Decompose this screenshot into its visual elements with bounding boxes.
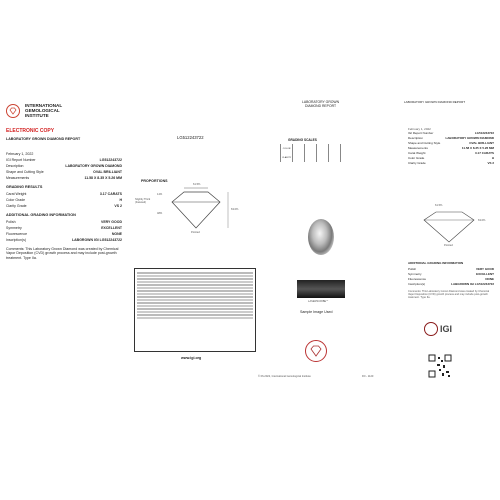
- field-label: Fluorescence: [408, 277, 427, 281]
- field-label: Color Grade: [6, 197, 26, 202]
- field-value: VS 2: [114, 203, 122, 208]
- right-comments: Comments: This Laboratory Grown Diamond was created by Chemical Vapor Deposition (CVD) growth process and may include post-growth treatment. Type IIa.: [408, 290, 490, 300]
- rc-header-line-2: DIAMOND REPORT: [305, 104, 337, 108]
- table-percent: 61.5%: [193, 183, 201, 186]
- right-identification-rows: [408, 131, 494, 166]
- grading-rows: [6, 191, 122, 209]
- field-label: Polish: [6, 219, 16, 224]
- field-value: EXCELLENT: [101, 225, 122, 230]
- igi-seal-logo: [6, 104, 20, 118]
- right-report-panel: [384, 92, 498, 387]
- field-label: Measurements: [6, 175, 30, 180]
- field-label: IGI Report Number: [408, 131, 434, 136]
- hologram-seal: [305, 340, 327, 362]
- right-proportions-diagram: [410, 208, 494, 248]
- report-field-row: [6, 237, 122, 243]
- scale-label-color: COLOR: [281, 144, 293, 153]
- report-date: February 1, 2022: [6, 152, 34, 156]
- field-value: LABORATORY GROWN DIAMOND: [65, 163, 122, 168]
- disclaimer-box: [134, 268, 256, 352]
- field-label: Fluorescence: [6, 231, 28, 236]
- field-label: Polish: [408, 267, 417, 271]
- field-label: Description: [6, 163, 24, 168]
- field-value: 11.58 X 8.35 X 5.26 MM: [84, 175, 122, 180]
- field-label: Carat Weight: [408, 151, 426, 156]
- report-field-row: [6, 175, 122, 181]
- laserscribe-caption: LASERSCRIBE℠: [308, 300, 329, 303]
- girdle-label: Slightly Thick (Faceted): [135, 198, 151, 205]
- field-value: H: [491, 156, 494, 161]
- field-value: OVAL BRILLIANT: [469, 141, 494, 146]
- report-field-row: [408, 161, 494, 166]
- field-value: 3.17 CARATS: [99, 191, 122, 196]
- right-culet: Pointed: [444, 244, 453, 247]
- pavilion-percent: 48%: [157, 212, 163, 215]
- field-value: LG512243722: [474, 131, 494, 136]
- right-center-panel: [258, 92, 382, 387]
- field-label: IGI Report Number: [6, 157, 36, 162]
- identification-rows: [6, 157, 122, 181]
- field-label: Clarity Grade: [408, 161, 426, 166]
- additional-info-title: ADDITIONAL GRADING INFORMATION: [6, 212, 76, 217]
- field-value: LABGROWN IGI LG512243722: [451, 282, 494, 286]
- report-title: LABORATORY GROWN DIAMOND REPORT: [6, 137, 81, 141]
- igi-logo-text: IGI: [440, 324, 453, 334]
- crown-percent: 14%: [157, 193, 163, 196]
- field-label: Carat Weight: [6, 191, 27, 196]
- field-value: NONE: [111, 231, 122, 236]
- right-date: February 1, 2022: [408, 127, 431, 131]
- field-label: Symmetry: [408, 272, 422, 276]
- field-value: VERY GOOD: [475, 267, 494, 271]
- field-value: LABGROWN IGI LG512243722: [72, 237, 122, 242]
- center-report-number: LG512243722: [177, 135, 204, 140]
- oval-diamond-image: [308, 219, 334, 255]
- field-value: VERY GOOD: [100, 219, 122, 224]
- culet-label: Pointed: [191, 231, 200, 234]
- form-code: FD - 1120: [362, 375, 374, 378]
- report-field-row: [6, 203, 122, 209]
- grading-scales-title: GRADING SCALES: [288, 138, 317, 142]
- field-value: LABORATORY GROWN DIAMOND: [445, 136, 494, 141]
- institute-line-1: INTERNATIONAL: [25, 103, 63, 108]
- center-report-panel: [127, 92, 257, 387]
- field-value: H: [119, 197, 122, 202]
- institute-line-3: INSTITUTE: [25, 113, 49, 119]
- laserscribe-image: [297, 280, 345, 298]
- qr-code: [428, 354, 452, 378]
- field-value: LG512243722: [99, 157, 122, 162]
- field-value: VS 2: [487, 161, 494, 166]
- right-header: LABORATORY GROWN DIAMOND REPORT: [404, 100, 466, 104]
- field-label: Color Grade: [408, 156, 425, 161]
- field-label: Clarity Grade: [6, 203, 27, 208]
- field-label: Measurements: [408, 146, 428, 151]
- institute-line-2: GEMOLOGICAL: [25, 108, 60, 114]
- field-label: Shape and Cutting Style: [408, 141, 441, 146]
- field-label: Inscription(s): [408, 282, 426, 286]
- right-additional-title: ADDITIONAL GRADING INFORMATION: [408, 261, 464, 265]
- igi-logo-block: [424, 322, 452, 336]
- igi-logo-icon: [424, 322, 438, 336]
- field-value: 11.58 X 8.35 X 5.26 MM: [461, 146, 494, 151]
- grading-results-title: GRADING RESULTS: [6, 184, 43, 189]
- field-value: NONE: [485, 277, 494, 281]
- depth-percent: 63.0%: [231, 208, 239, 211]
- copyright-text: © 06-2022, International Gemological Institute: [258, 375, 311, 378]
- grading-scale-table: [280, 144, 352, 162]
- website-url: www.igi.org: [181, 356, 202, 360]
- right-depth-pct: 63.0%: [478, 219, 486, 222]
- field-label: Symmetry: [6, 225, 22, 230]
- additional-rows: [6, 219, 122, 243]
- electronic-copy-label: ELECTRONIC COPY: [6, 128, 55, 134]
- right-table-pct: 61.5%: [435, 204, 443, 207]
- scale-label-clarity: CLARITY: [281, 153, 293, 162]
- proportions-title: PROPORTIONS: [141, 179, 168, 183]
- left-report-panel: [3, 92, 126, 387]
- field-label: Shape and Cutting Style: [6, 169, 44, 174]
- field-value: 3.17 CARATS: [475, 151, 494, 156]
- field-value: OVAL BRILLIANT: [93, 169, 122, 174]
- field-value: EXCELLENT: [476, 272, 494, 276]
- field-label: Inscription(s): [6, 237, 27, 242]
- field-label: Description: [408, 136, 424, 141]
- comments-text: Comments: This Laboratory Grown Diamond was created by Chemical Vapor Deposition (CVD) growth process and may include post-growth treatment. Type IIa.: [6, 246, 119, 260]
- report-field-row: [408, 282, 494, 287]
- right-additional-rows: [408, 267, 494, 287]
- rc-header-line-1: LABORATORY GROWN: [302, 100, 340, 104]
- sample-image-caption: Sample Image Used: [300, 310, 333, 314]
